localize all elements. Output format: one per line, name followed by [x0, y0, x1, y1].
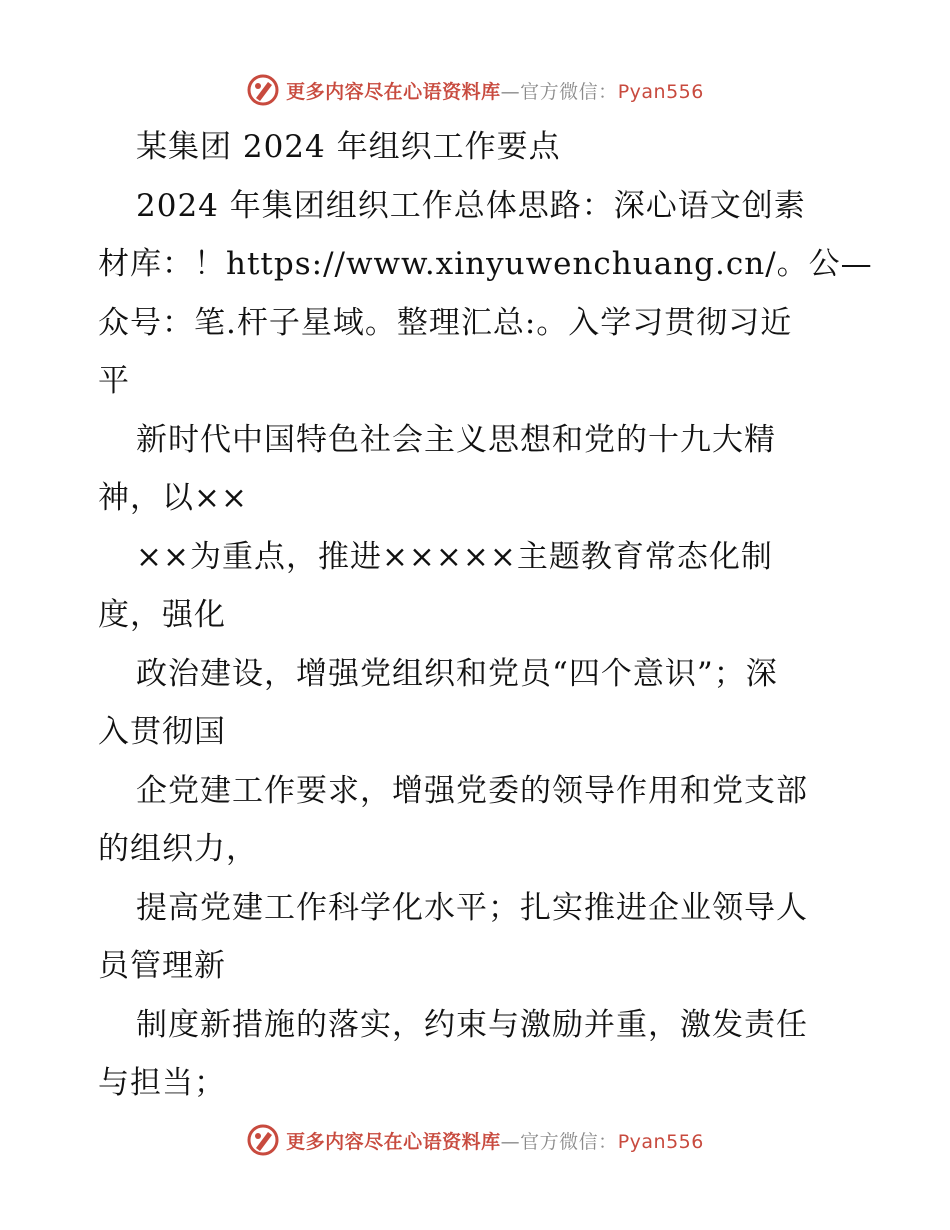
header-banner-text	[286, 77, 704, 104]
footer-dash: —	[500, 1130, 521, 1153]
document-line: 入贯彻国	[98, 714, 226, 750]
pen-logo-icon	[246, 73, 280, 107]
document-line: 众号：笔.杆子星域。整理汇总:。入学习贯彻习近	[98, 304, 793, 341]
document-line: 企党建工作要求，增强党委的领导作用和党支部	[136, 772, 808, 809]
document-line: 政治建设，增强党组织和党员“四个意识”；深	[136, 655, 778, 692]
document-line: 员管理新	[98, 948, 226, 984]
document-line: ××为重点，推进×××××主题教育常态化制	[136, 538, 773, 575]
document-line: 神，以××	[98, 480, 248, 516]
footer-banner-text	[286, 1127, 704, 1154]
document-line: 的组织力，	[98, 831, 258, 867]
document-line: 制度新措施的落实，约束与激励并重，激发责任	[136, 1006, 808, 1043]
document-title: 某集团 2024 年组织工作要点	[136, 129, 561, 165]
header-slogan: 更多内容尽在心语资料库	[286, 80, 501, 103]
header-banner	[0, 70, 950, 110]
footer-wechat-id: Pyan556	[617, 1130, 704, 1153]
header-dash: —	[500, 80, 521, 103]
footer-wechat-label: 官方微信：	[520, 1130, 618, 1153]
document-line: 2024 年集团组织工作总体思路：深心语文创素	[136, 187, 806, 224]
footer-banner	[0, 1120, 950, 1160]
document-line: 平	[98, 363, 130, 399]
document-line: 提高党建工作科学化水平；扎实推进企业领导人	[136, 889, 808, 926]
document-line: 材库：！https://www.xinyuwenchuang.cn/。公—	[98, 246, 873, 282]
header-wechat-label: 官方微信：	[520, 80, 618, 103]
document-line: 度，强化	[98, 597, 226, 633]
pen-logo-icon	[246, 1123, 280, 1157]
document-line: 新时代中国特色社会主义思想和党的十九大精	[136, 421, 776, 458]
header-wechat-id: Pyan556	[617, 80, 704, 103]
footer-slogan: 更多内容尽在心语资料库	[286, 1130, 501, 1153]
document-body	[98, 118, 873, 1113]
document-line: 与担当；	[98, 1065, 226, 1101]
